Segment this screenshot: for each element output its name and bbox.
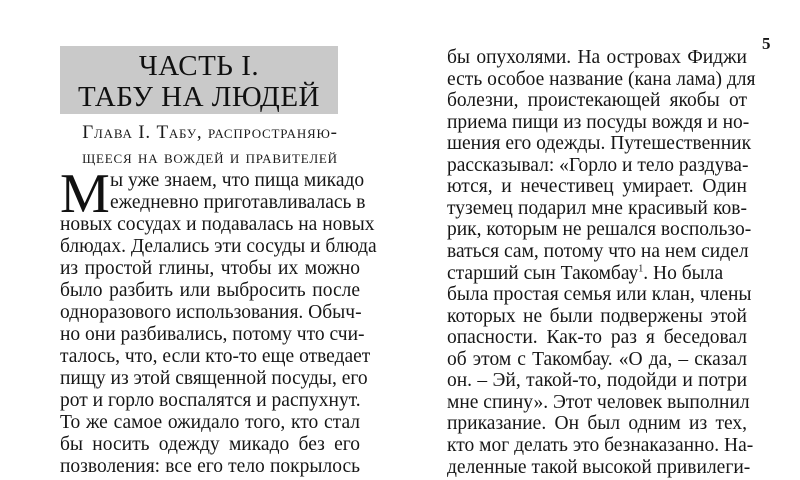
text-line: об этом с Такомбау. «О да, – сказал (447, 348, 747, 370)
part-heading (60, 46, 338, 114)
page-number: 5 (762, 34, 771, 53)
text-line: бы опухолями. На островах Фиджи (447, 47, 747, 68)
text-line: пищу из этой священной посуды, его (60, 368, 368, 390)
text-line: ются, и нечестивец умирает. Один (447, 176, 747, 198)
text-line: рассказывал: «Горло и тело раздува- (447, 154, 749, 176)
text-line: но они разбивались, потому что счи- (60, 324, 365, 346)
text-line: он. – Эй, такой-то, подойди и потри (447, 370, 747, 392)
text-line: которых не были подвержены этой (447, 305, 747, 327)
text-line: опасности. Как-то раз я беседовал (447, 327, 747, 349)
text-line: новых сосудах и подавалась на новых (60, 214, 375, 236)
text-line-end: . Но была (643, 262, 724, 284)
text-line: ваться сам, потому что на нем сидел (447, 241, 749, 263)
chapter-heading-line-2: щееся на вождей и правителей (82, 147, 338, 168)
text-line: ы уже знаем, что пища микадо (110, 170, 365, 191)
text-line: деленные такой высокой привилеги- (447, 456, 751, 478)
text-line: блюдах. Делались эти сосуды и блюда (60, 236, 377, 258)
text-line: была простая семья или клан, члены (447, 284, 752, 306)
part-heading-line-1: ЧАСТЬ I. (138, 50, 260, 82)
drop-cap: М (60, 163, 110, 225)
text-line: То же самое ожидало того, кто стал (60, 412, 360, 434)
text-line: болезни, проистекающей якобы от (447, 90, 747, 112)
text-line: приема пищи из посуды вождя и но- (447, 111, 750, 133)
text-line: есть особое название (кана лама) для (447, 68, 756, 90)
text-line: приказание. Он был одним из тех, (447, 413, 747, 435)
text-line-start: старший сын Такомбау (447, 262, 639, 284)
text-line: шения его одежды. Путешественник (447, 133, 752, 155)
text-line: рик, которым не решался воспользо- (447, 219, 752, 241)
text-line: талось, что, если кто-то еще отведает (60, 346, 371, 368)
text-line: позволения: все его тело покрылось (60, 456, 360, 478)
part-heading-line-2: ТАБУ НА ЛЮДЕЙ (78, 81, 320, 113)
text-line: рот и горло воспалятся и распухнут. (60, 390, 361, 412)
text-line: мне спину». Этот человек выполнил (447, 391, 750, 413)
text-line (447, 263, 747, 284)
chapter-heading-line-1: Глава I. Табу, распространяю- (82, 122, 338, 143)
text-line: кто мог делать это безнаказанно. На- (447, 435, 754, 457)
text-line: бы носить одежду микадо без его (60, 434, 360, 456)
text-line: ежедневно приготавливалась в (110, 192, 366, 214)
text-line: туземец подарил мне красивый ков- (447, 197, 747, 219)
footnote-marker: 1 (638, 263, 644, 275)
text-line: одноразового использования. Обыч- (60, 302, 362, 324)
text-line: из простой глины, чтобы их можно (60, 258, 360, 280)
text-line: было разбить или выбросить после (60, 280, 360, 302)
